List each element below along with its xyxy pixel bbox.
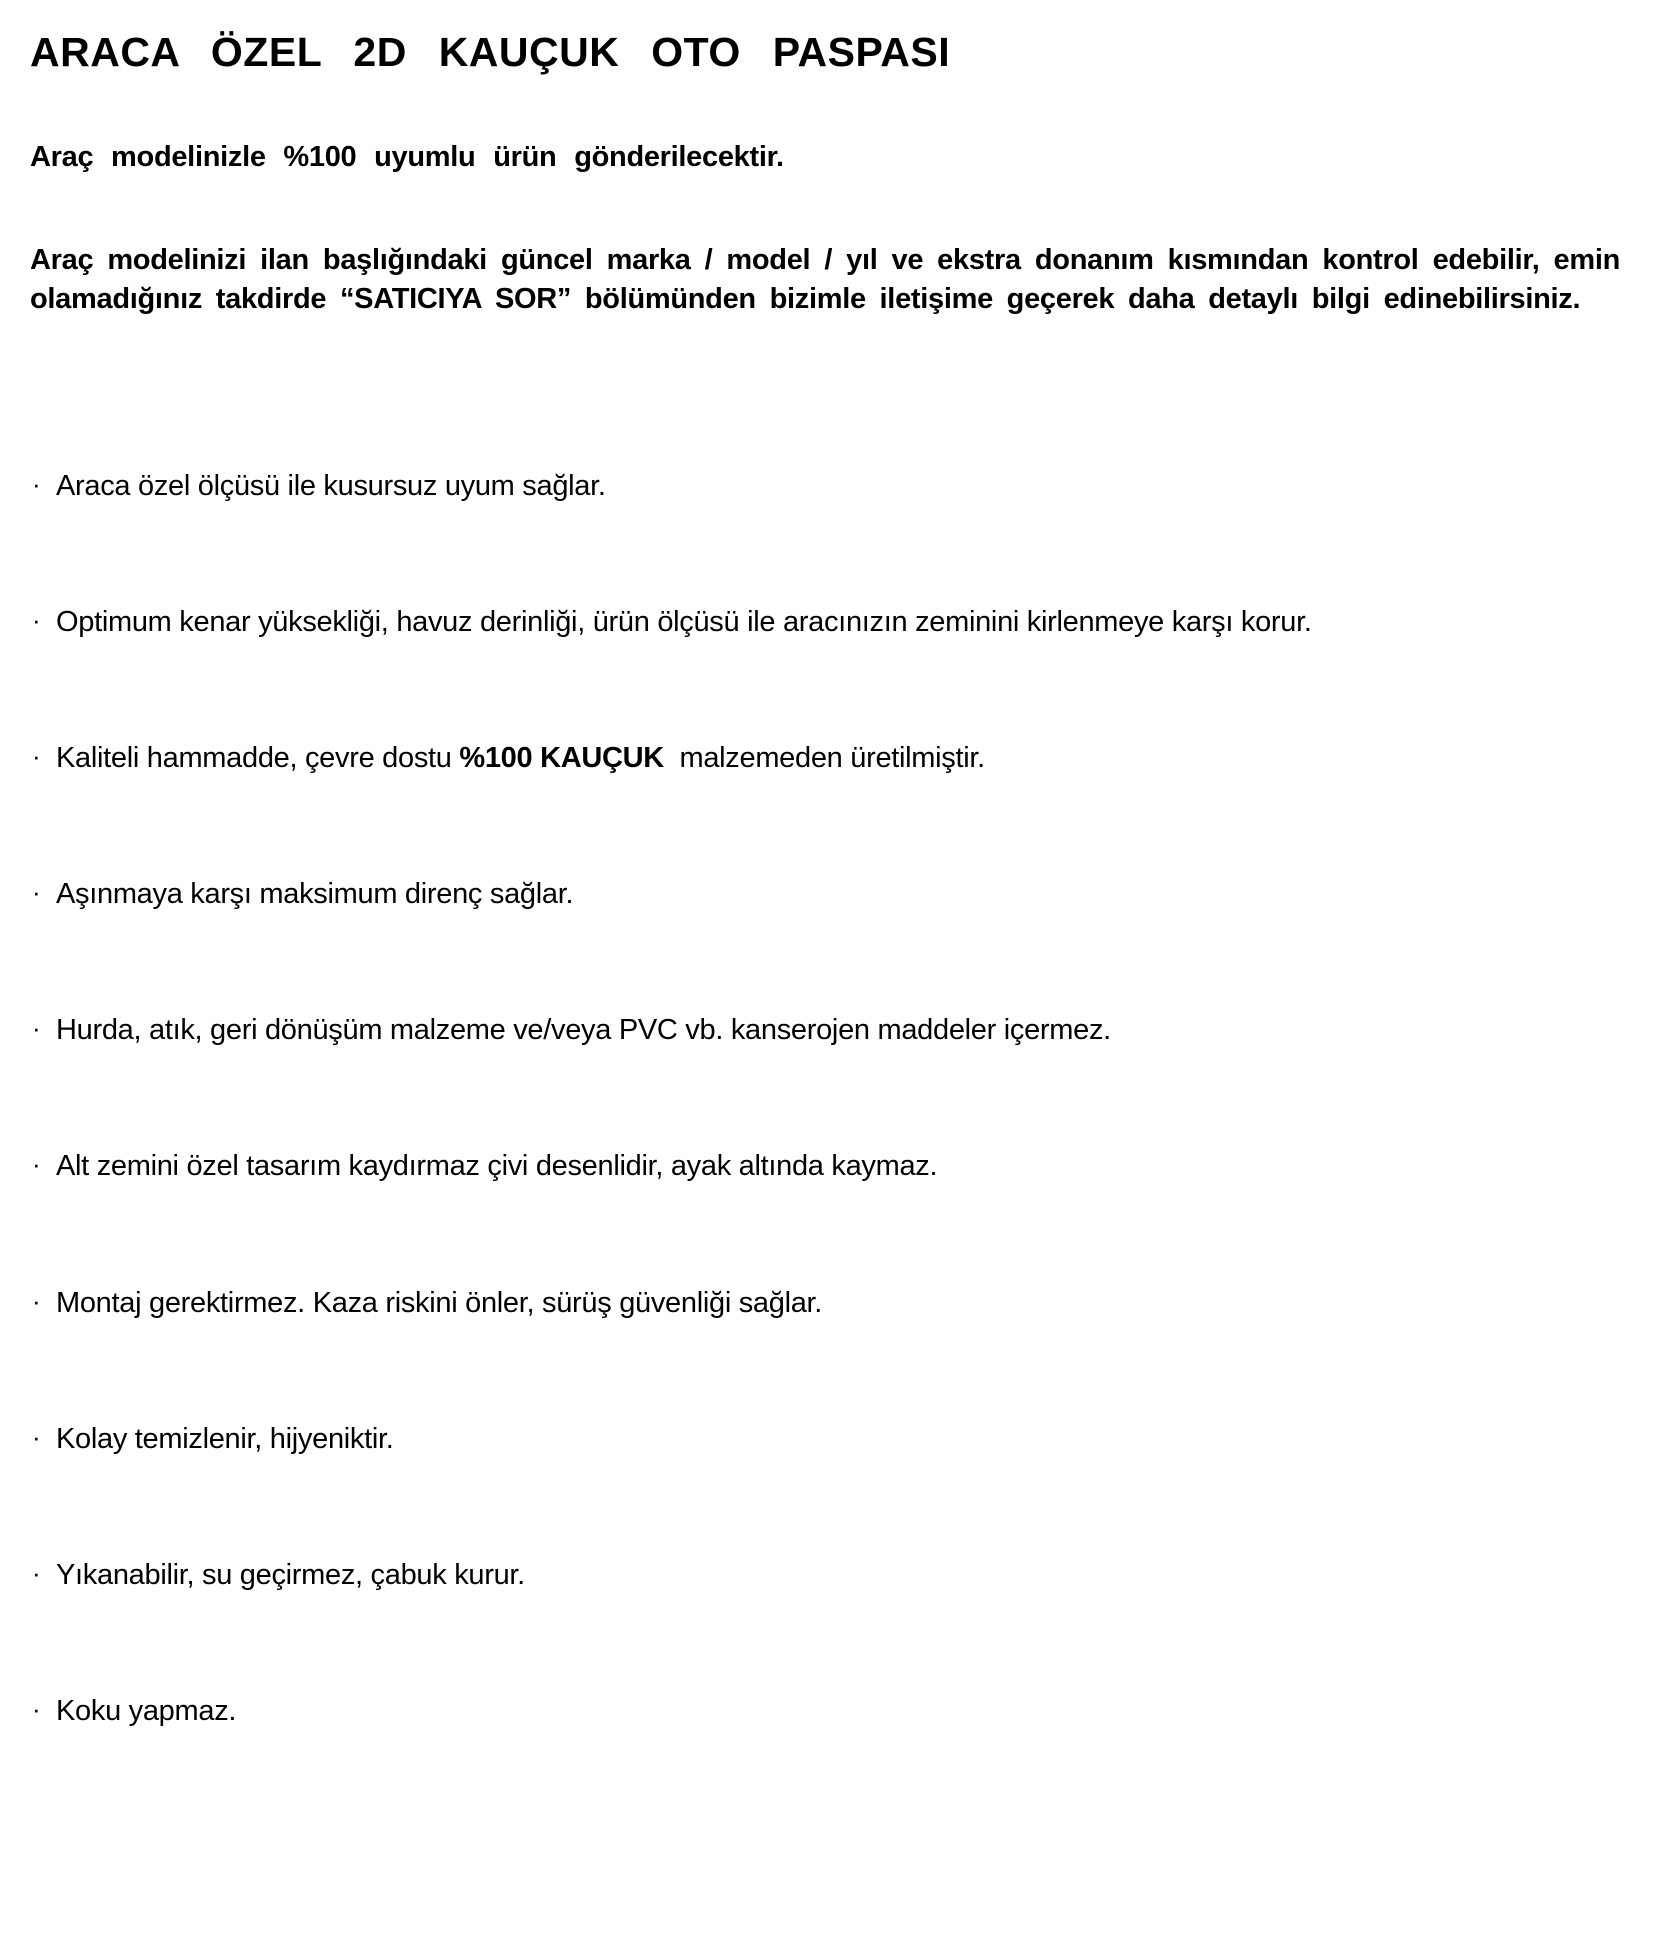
feature-text: Optimum kenar yüksekliği, havuz derinliği, ürün ölçüsü ile aracınızın zeminini kirlenmeye karşı korur. [56,605,1312,638]
feature-text: Hurda, atık, geri dönüşüm malzeme ve/veya PVC vb. kanserojen maddeler içermez. [56,1014,1111,1047]
feature-text: malzemeden üretilmiştir. [663,741,985,774]
bullet-icon: · [32,604,41,635]
bullet-icon: · [32,1149,41,1180]
feature-item [30,1556,1622,1595]
bullet-icon: · [32,877,41,908]
feature-text-bold: %100 KAUÇUK [459,741,664,774]
bullet-icon: · [32,740,41,771]
bullet-icon: · [32,1693,41,1724]
compatibility-note: Araç modelinizle %100 uyumlu ürün gönderilecektir. [30,141,784,174]
feature-item [30,1011,1622,1050]
feature-item [30,1284,1622,1323]
bullet-icon: · [32,1013,41,1044]
feature-text: Araca özel ölçüsü ile kusursuz uyum sağlar. [56,469,606,502]
feature-list [30,467,1622,1731]
feature-text: Alt zemini özel tasarım kaydırmaz çivi desenlidir, ayak altında kaymaz. [56,1150,938,1183]
bullet-icon: · [32,1285,41,1316]
feature-text: Montaj gerektirmez. Kaza riskini önler, sürüş güvenliği sağlar. [56,1286,823,1319]
bullet-icon: · [32,468,41,499]
feature-item [30,603,1622,642]
bullet-icon: · [32,1557,41,1588]
bullet-icon: · [32,1421,41,1452]
feature-text: Kaliteli hammadde, çevre dostu [56,741,460,774]
page-title: ARACA ÖZEL 2D KAUÇUK OTO PASPASI [30,29,951,75]
feature-text: Kolay temizlenir, hijyeniktir. [56,1422,394,1455]
feature-item [30,739,1622,778]
feature-item [30,1692,1622,1731]
feature-item [30,1147,1622,1186]
feature-text: Aşınmaya karşı maksimum direnç sağlar. [56,878,574,911]
feature-item [30,875,1622,914]
feature-item [30,467,1622,506]
feature-text: Koku yapmaz. [56,1694,237,1727]
feature-item [30,1420,1622,1459]
feature-text: Yıkanabilir, su geçirmez, çabuk kurur. [56,1558,525,1591]
contact-note: Araç modelinizi ilan başlığındaki güncel marka / model / yıl ve ekstra donanım kısmından kontrol edebilir, emin olamadığınız takdirde “SATICIYA SOR” bölümünden bizimle iletişime geçerek daha detaylı bilgi edinebilirsiniz. [30,243,1620,315]
